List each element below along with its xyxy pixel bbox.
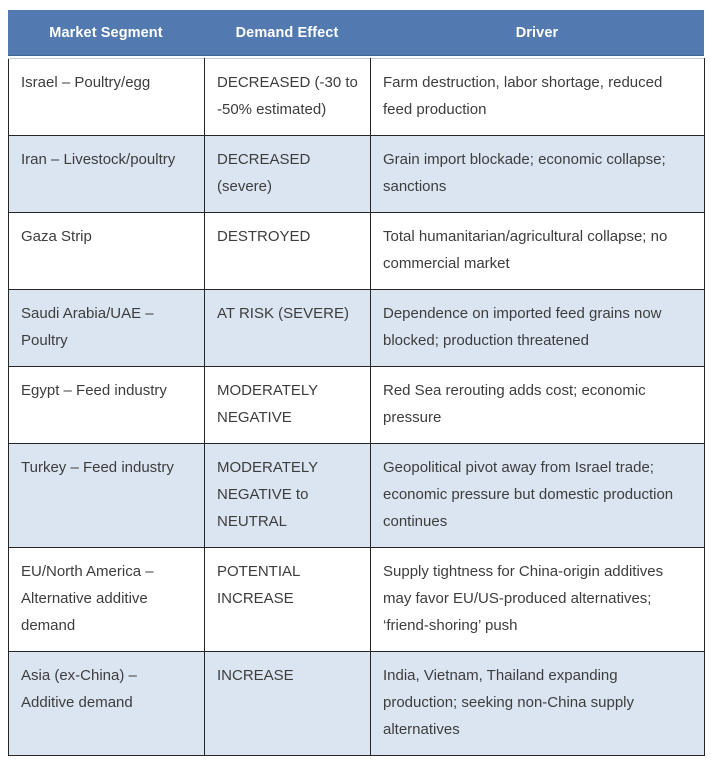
table-row	[9, 652, 705, 756]
effect-cell: INCREASE	[205, 652, 371, 756]
table-row	[9, 367, 705, 444]
segment-cell: Iran – Livestock/poultry	[9, 136, 205, 213]
header-cell-demand-effect: Demand Effect	[235, 24, 339, 41]
table-row	[9, 444, 705, 548]
header-cell-market-segment: Market Segment	[49, 24, 163, 41]
table-row	[9, 136, 705, 213]
driver-cell: Supply tightness for China-origin additives may favor EU/US-produced alternatives; ‘friend-shoring’ push	[371, 548, 705, 652]
driver-cell: Dependence on imported feed grains now blocked; production threatened	[371, 290, 705, 367]
driver-cell: Red Sea rerouting adds cost; economic pressure	[371, 367, 705, 444]
driver-cell: India, Vietnam, Thailand expanding production; seeking non-China supply alternatives	[371, 652, 705, 756]
segment-cell: Saudi Arabia/UAE – Poultry	[9, 290, 205, 367]
effect-cell: POTENTIAL INCREASE	[205, 548, 371, 652]
segment-cell: Turkey – Feed industry	[9, 444, 205, 548]
header-cell-driver: Driver	[515, 24, 559, 41]
table-row	[9, 548, 705, 652]
effect-cell: DECREASED (severe)	[205, 136, 371, 213]
effect-cell: AT RISK (SEVERE)	[205, 290, 371, 367]
segment-cell: EU/North America – Alternative additive demand	[9, 548, 205, 652]
table-row	[9, 59, 705, 136]
segment-cell: Asia (ex-China) – Additive demand	[9, 652, 205, 756]
table-row	[9, 290, 705, 367]
segment-cell: Gaza Strip	[9, 213, 205, 290]
driver-cell: Farm destruction, labor shortage, reduced feed production	[371, 59, 705, 136]
table-header-row	[8, 10, 704, 56]
effect-cell: MODERATELY NEGATIVE to NEUTRAL	[205, 444, 371, 548]
driver-cell: Total humanitarian/agricultural collapse; no commercial market	[371, 213, 705, 290]
driver-cell: Grain import blockade; economic collapse; sanctions	[371, 136, 705, 213]
segment-cell: Israel – Poultry/egg	[9, 59, 205, 136]
driver-cell: Geopolitical pivot away from Israel trade; economic pressure but domestic production continues	[371, 444, 705, 548]
effect-cell: DECREASED (-30 to -50% estimated)	[205, 59, 371, 136]
table-row	[9, 213, 705, 290]
market-impact-table	[8, 58, 705, 756]
effect-cell: MODERATELY NEGATIVE	[205, 367, 371, 444]
segment-cell: Egypt – Feed industry	[9, 367, 205, 444]
effect-cell: DESTROYED	[205, 213, 371, 290]
